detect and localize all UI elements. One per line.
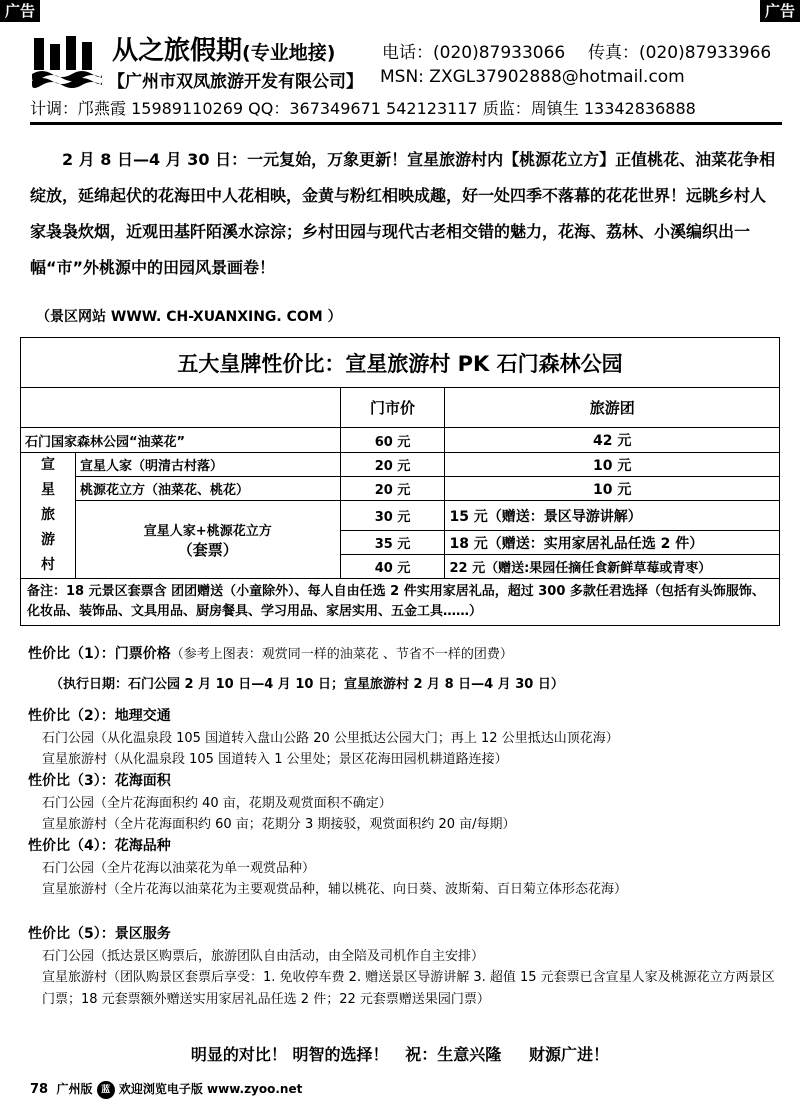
- section-3-title: 性价比（3）：花海面积: [28, 773, 171, 789]
- village-char: 游: [40, 532, 55, 548]
- section-1: [28, 644, 780, 695]
- row-taoyuan-name: 桃源花立方（油菜花、桃花）: [75, 477, 340, 501]
- section-1-dates: （执行日期：石门公园 2 月 10 日—4 月 10 日；宣星旅游村 2 月 8 日—4 月 30 日）: [50, 676, 564, 692]
- row-taoyuan-price: 20 元: [340, 477, 445, 501]
- col-header-price: 门市价: [340, 388, 445, 428]
- combo-group: 18 元（赠送：实用家居礼品任选 2 件）: [445, 531, 780, 555]
- section-2-title: 性价比（2）：地理交通: [28, 708, 171, 724]
- section-4-title: 性价比（4）：花海品种: [28, 838, 171, 854]
- combo-name: 宣星人家+桃源花立方: [143, 523, 272, 539]
- brand-name: [112, 30, 335, 67]
- section-4-xuanxing: 宣星旅游村（全片花海以油菜花为主要观赏品种，辅以桃花、向日葵、波斯菊、百日菊立体形态花海）: [42, 882, 628, 897]
- combo-sub: （套票）: [177, 540, 238, 559]
- row-xuanxing-name: 宣星人家（明清古村落）: [75, 453, 340, 477]
- section-2-shimen: 石门公园（从化温泉段 105 国道转入盘山公路 20 公里抵达公园大门；再上 12 公里抵达山顶花海）: [42, 730, 619, 746]
- combo-price: 30 元: [340, 501, 445, 531]
- slogan: 明显的对比！ 明智的选择！ 祝：生意兴隆 财源广进！: [190, 1045, 610, 1064]
- ad-label-left: 广告: [0, 0, 40, 22]
- row-taoyuan-group: 10 元: [445, 477, 780, 501]
- col-header-group: 旅游团: [445, 388, 780, 428]
- footer-text: 欢迎浏览电子版 www.zyoo.net: [118, 1082, 303, 1096]
- header-divider: [30, 122, 782, 125]
- section-5-title: 性价比（5）：景区服务: [28, 926, 171, 942]
- header-empty-cell: [21, 388, 341, 428]
- intro-text: 2 月 8 日—4 月 30 日：一元复始，万象更新！宣星旅游村内【桃源花立方】正值桃花、油菜花争相绽放，延绵起伏的花海田中人花相映，金黄与粉红相映成趣，好一处四季不落幕的花花世界！远眺乡村人家袅袅炊烟，近观田基阡陌溪水淙淙；乡村田园与现代古老相交错的魅力，花海、荔林、小溪编织出一幅“市”外桃源中的田园风景画卷！: [30, 150, 776, 277]
- section-5: [28, 924, 780, 1010]
- combo-price: 40 元: [340, 555, 445, 579]
- brand-sub: (专业地接): [242, 42, 336, 64]
- page-number: 78: [30, 1082, 49, 1097]
- section-3: [28, 771, 780, 836]
- section-4: [28, 836, 780, 901]
- row-shimen-group: 42 元: [445, 428, 780, 453]
- village-label: [21, 453, 76, 579]
- comparison-table: [20, 337, 780, 626]
- section-2-xuanxing: 宣星旅游村（从化温泉段 105 国道转入 1 公里处；景区花海田园机耕道路连接）: [42, 752, 508, 767]
- section-3-xuanxing: 宣星旅游村（全片花海面积约 60 亩；花期分 3 期接驳，观赏面积约 20 亩/每期）: [42, 817, 516, 832]
- company-name: 【广州市双凤旅游开发有限公司】: [108, 72, 363, 92]
- brand-main: 从之旅假期: [112, 36, 243, 66]
- edition-badge-icon: 蓝: [97, 1081, 115, 1099]
- section-1-note: （参考上图表：观赏同一样的油菜花 、节省不一样的团费）: [170, 647, 513, 662]
- village-char: 旅: [40, 507, 55, 523]
- ad-label-right: 广告: [760, 0, 800, 22]
- table-title: 五大皇牌性价比：宣星旅游村 PK 石门森林公园: [21, 338, 780, 388]
- company-logo-icon: [30, 30, 102, 88]
- fax-number: 传真：(020)87933966: [588, 43, 772, 63]
- page-footer: [30, 1080, 302, 1099]
- village-char: 村: [40, 557, 55, 573]
- edition-label: 广州版: [56, 1082, 93, 1096]
- msn-address: MSN: ZXGL37902888@hotmail.com: [380, 67, 685, 87]
- section-1-title: 性价比（1）：门票价格: [28, 646, 171, 662]
- combo-name-cell: [75, 501, 340, 579]
- combo-group: 15 元（赠送：景区导游讲解）: [445, 501, 780, 531]
- section-5-xuanxing: 宣星旅游村（团队购景区套票后享受：1. 免收停车费 2. 赠送景区导游讲解 3. 超值 15 元套票已含宣星人家及桃源花立方两景区门票；18 元套票额外赠送实用家居礼品任选 2 件；22 元套票赠送果园门票）: [42, 970, 775, 1007]
- section-5-shimen: 石门公园（抵达景区购票后，旅游团队自由活动，由全陪及司机作自主安排）: [42, 948, 485, 964]
- phone-number: 电话：(020)87933066: [382, 43, 566, 63]
- row-shimen-price: 60 元: [340, 428, 445, 453]
- row-xuanxing-group: 10 元: [445, 453, 780, 477]
- row-xuanxing-price: 20 元: [340, 453, 445, 477]
- village-char: 宣: [40, 457, 55, 473]
- section-4-shimen: 石门公园（全片花海以油菜花为单一观赏品种）: [42, 860, 316, 876]
- intro-paragraph: [30, 142, 778, 286]
- combo-price: 35 元: [340, 531, 445, 555]
- combo-group: 22 元（赠送:果园任摘任食新鲜草莓或青枣）: [445, 555, 780, 579]
- section-2: [28, 706, 780, 771]
- section-3-shimen: 石门公园（全片花海面积约 40 亩，花期及观赏面积不确定）: [42, 795, 392, 811]
- village-char: 星: [40, 482, 55, 498]
- row-shimen-name: 石门国家森林公园“油菜花”: [21, 428, 341, 453]
- staff-line: 计调：邝燕霞 15989110269 QQ：367349671 542123117 质监：周镇生 13342836888: [30, 99, 696, 118]
- table-note: 备注：18 元景区套票含 团团赠送（小童除外）、每人自由任选 2 件实用家居礼品，超过 300 多款任君选择（包括有头饰服饰、化妆品、装饰品、文具用品、厨房餐具、学习用品、家居实用、五金工具……）: [21, 579, 780, 626]
- website-line: （景区网站 WWW. CH-XUANXING. COM ）: [36, 309, 342, 325]
